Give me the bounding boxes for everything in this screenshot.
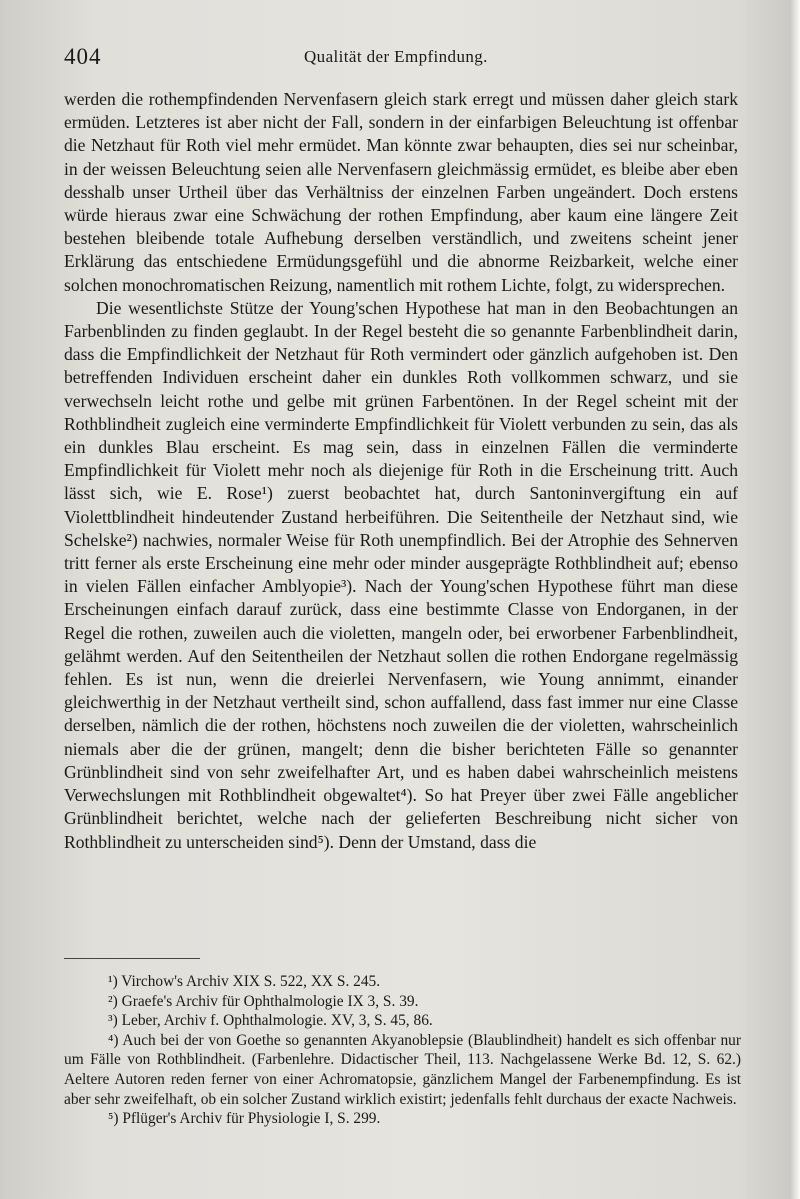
footnote: ⁴) Auch bei der von Goethe so genannten Akyanoblepsie (Blaublindheit) handelt es sich offenbar nur um Fälle von Rothblindheit. (Farbenlehre. Didactischer Theil, 113. Nachgelassene Werke Bd. 12, S. 62.) Aeltere Autoren reden ferner von einer Achromatopsie, gänzlichem Mangel der Farbenempfindung. Es ist aber sehr zweifelhaft, ob ein solcher Zustand wirklich existirt; jedenfalls fehlt durchaus der exacte Nachweis. (64, 1031, 741, 1108)
page-header (64, 44, 736, 74)
paragraph: werden die rothempfindenden Nervenfasern gleich stark erregt und müssen daher gleich stark ermüden. Letzteres ist aber nicht der Fall, sondern in der einfarbigen Beleuchtung ist offenbar die Netzhaut für Roth viel mehr ermüdet. Man könnte zwar behaupten, dies sei nur scheinbar, in der weissen Beleuchtung seien alle Nervenfasern gleichmässig ermüdet, es bleibe aber eben desshalb unser Urtheil über das Verhältniss der einzelnen Farben ungeändert. Doch erstens würde hieraus zwar eine Schwächung der rothen Empfindung, aber kaum eine längere Zeit bestehen bleibende totale Aufhebung derselben verständlich, und zweitens scheint jener Erklärung das entschiedene Ermüdungsgefühl und die abnorme Reizbarkeit, welche einer solchen monochromatischen Reizung, namentlich mit rothem Lichte, folgt, zu widersprechen. (64, 89, 738, 295)
footnote: ¹) Virchow's Archiv XIX S. 522, XX S. 245. (108, 973, 381, 990)
footnote: ²) Graefe's Archiv für Ophthalmologie IX 3, S. 39. (108, 992, 419, 1010)
footnote: ⁵) Pflüger's Archiv für Physiologie I, S. 299. (108, 1110, 381, 1128)
footnote: ³) Leber, Archiv f. Ophthalmologie. XV, 3, S. 45, 86. (108, 1012, 433, 1030)
running-title: Qualität der Empfindung. (304, 47, 488, 66)
footnotes (64, 972, 741, 1129)
page-edge (790, 0, 800, 1199)
paragraph: Die wesentlichste Stütze der Young'schen Hypothese hat man in den Beobachtungen an Farbenblinden zu finden geglaubt. In der Regel besteht die so genannte Farbenblindheit darin, dass die Empfindlichkeit der Netzhaut für Roth vermindert oder gänzlich aufgehoben ist. Den betreffenden Individuen erscheint daher ein dunkles Roth vollkommen schwarz, und sie verwechseln leicht rothe und gelbe mit grünen Farbentönen. In der Regel scheint mit der Rothblindheit zugleich eine verminderte Empfindlichkeit für Violett verbunden zu sein, das als ein dunkles Blau erscheint. Es mag sein, dass in einzelnen Fällen die verminderte Empfindlichkeit für Violett mehr noch als diejenige für Roth in die Erscheinung tritt. Auch lässt sich, wie E. Rose¹) zuerst beobachtet hat, durch Santoninvergiftung ein auf Violettblindheit hindeutender Zustand herbeiführen. Die Seitentheile der Netzhaut sind, wie Schelske²) nachwies, normaler Weise für Roth unempfindlich. Bei der Atrophie des Sehnerven tritt ferner als erste Erscheinung eine mehr oder minder ausgeprägte Rothblindheit auf; ebenso in vielen Fällen einfacher Amblyopie³). Nach der Young'schen Hypothese führt man diese Erscheinungen einfach darauf zurück, dass eine bestimmte Classe von Endorganen, in der Regel die rothen, zuweilen auch die violetten, mangeln oder, bei erworbener Farbenblindheit, gelähmt werden. Auf den Seitentheilen der Netzhaut sollen die rothen Endorgane regelmässig fehlen. Es ist nun, wenn die dreierlei Nervenfasern, wie Young annimmt, einander gleichwerthig in der Netzhaut vertheilt sind, schon auffallend, dass fast immer nur eine Classe derselben, nämlich die der rothen, höchstens noch zuweilen die der violetten, wahrscheinlich niemals aber die der grünen, mangelt; denn die bisher berichteten Fälle so genannter Grünblindheit sind von sehr zweifelhafter Art, und es haben dabei wahrscheinlich meistens Verwechslungen mit Rothblindheit obgewaltet⁴). So hat Preyer über zwei Fälle angeblicher Grünblindheit berichtet, welche nach der gelieferten Beschreibung nicht sicher von Rothblindheit zu unterscheiden sind⁵). Denn der Umstand, dass die (64, 297, 738, 852)
footnote-rule (64, 958, 200, 959)
main-text (64, 88, 738, 854)
page-number: 404 (64, 44, 102, 69)
